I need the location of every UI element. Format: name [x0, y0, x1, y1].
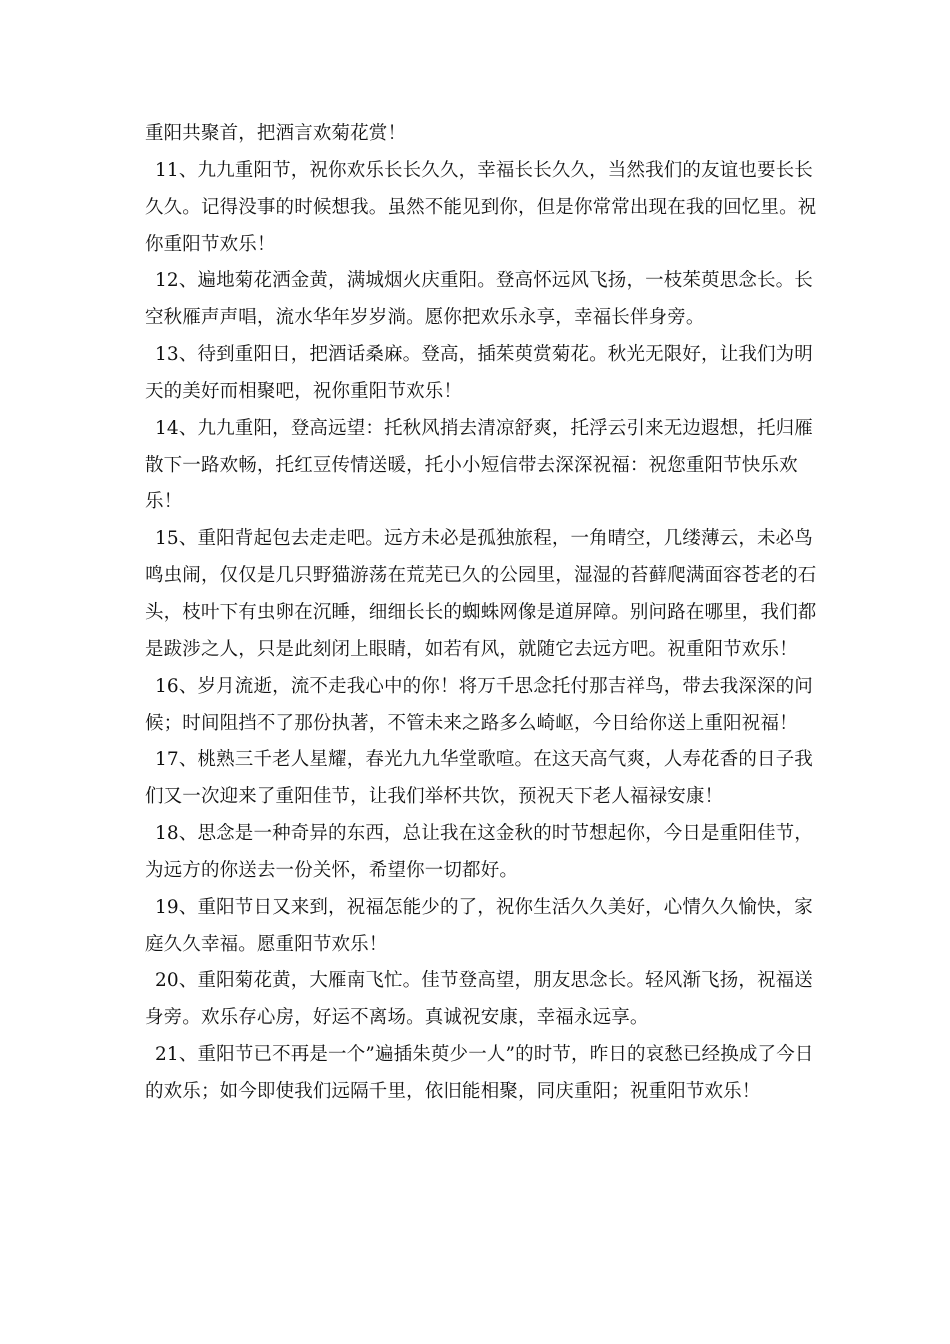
- paragraph-item-13: 13、待到重阳日，把酒话桑麻。登高，插茱萸赏菊花。秋光无限好，让我们为明天的美好而相聚吧，祝你重阳节欢乐！: [145, 344, 813, 402]
- paragraph-item-21: 21、重阳节已不再是一个”遍插朱萸少一人”的时节，昨日的哀愁已经换成了今日的欢乐；如今即使我们远隔千里，依旧能相聚，同庆重阳；祝重阳节欢乐！: [145, 1044, 814, 1102]
- paragraph-item-16: 16、岁月流逝，流不走我心中的你！将万千思念托付那吉祥鸟，带去我深深的问候；时间阻挡不了那份执著，不管未来之路多么崎岖，今日给你送上重阳祝福！: [145, 675, 813, 734]
- paragraph-item-20: 20、重阳菊花黄，大雁南飞忙。佳节登高望，朋友思念长。轻风渐飞扬，祝福送身旁。欢乐存心房，好运不离场。真诚祝安康，幸福永远享。: [145, 970, 813, 1029]
- paragraph-item-19: 19、重阳节日又来到，祝福怎能少的了，祝你生活久久美好，心情久久愉快，家庭久久幸福。愿重阳节欢乐！: [145, 896, 813, 955]
- paragraph-item-11: 11、九九重阳节，祝你欢乐长长久久，幸福长长久久，当然我们的友谊也要长长久久。记得没事的时候想我。虽然不能见到你，但是你常常出现在我的回忆里。祝你重阳节欢乐！: [145, 159, 817, 255]
- paragraph-item-15: 15、重阳背起包去走走吧。远方未必是孤独旅程，一角晴空，几缕薄云，未必鸟鸣虫闹，仅仅是几只野猫游荡在荒芜已久的公园里，湿湿的苔藓爬满面容苍老的石头，枝叶下有虫卵在沉睡，细细长长的蜘蛛网像是道屏障。别问路在哪里，我们都是跋涉之人，只是此刻闭上眼睛，如若有风，就随它去远方吧。祝重阳节欢乐！: [145, 528, 817, 660]
- paragraph-item-18: 18、思念是一种奇异的东西，总让我在这金秋的时节想起你，今日是重阳佳节，为远方的你送去一份关怀，希望你一切都好。: [145, 823, 813, 881]
- paragraph-continuation: 重阳共聚首，把酒言欢菊花赏！: [145, 123, 407, 144]
- paragraph-item-14: 14、九九重阳，登高远望：托秋风捎去清凉舒爽，托浮云引来无边遐想，托归雁散下一路欢畅，托红豆传情送暖，托小小短信带去深深祝福：祝您重阳节快乐欢乐！: [145, 417, 813, 513]
- paragraph-item-17: 17、桃熟三千老人星耀，春光九九华堂歌喧。在这天高气爽，人寿花香的日子我们又一次迎来了重阳佳节，让我们举杯共饮，预祝天下老人福禄安康！: [145, 749, 813, 808]
- document-body: [145, 116, 825, 1111]
- paragraph-item-12: 12、遍地菊花洒金黄，满城烟火庆重阳。登高怀远风飞扬，一枝茱萸思念长。长空秋雁声声唱，流水华年岁岁淌。愿你把欢乐永享，幸福长伴身旁。: [145, 270, 813, 329]
